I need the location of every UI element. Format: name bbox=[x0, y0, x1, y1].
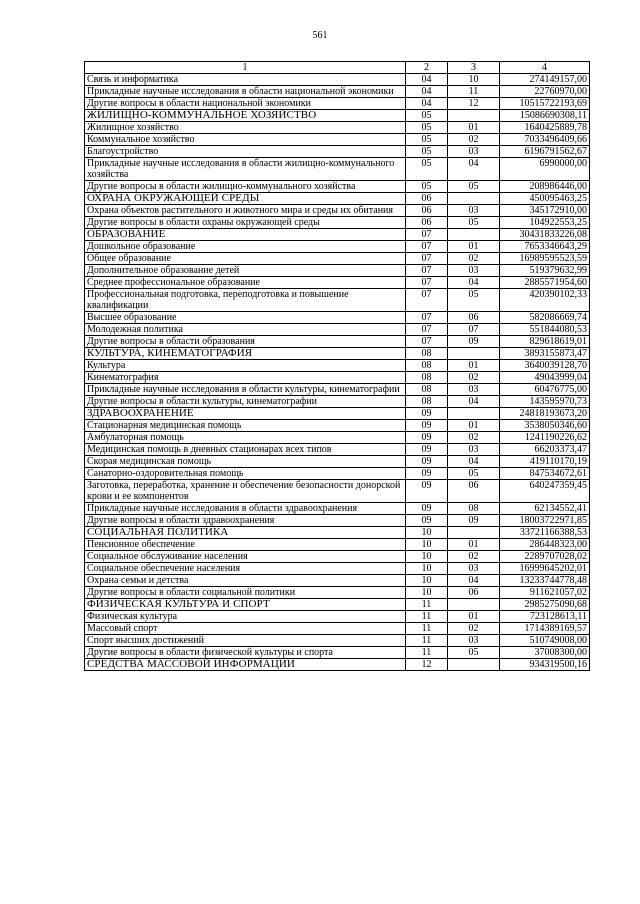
table-row bbox=[85, 74, 590, 86]
table-section-row bbox=[85, 193, 590, 205]
row-amount-cell: 37008300,00 bbox=[500, 647, 590, 659]
row-amount-cell: 2885571954,60 bbox=[500, 277, 590, 289]
table-row bbox=[85, 241, 590, 253]
table-row bbox=[85, 587, 590, 599]
row-section-code-cell: 11 bbox=[406, 611, 448, 623]
row-amount-cell: 60476775,00 bbox=[500, 384, 590, 396]
row-section-code-cell: 07 bbox=[406, 289, 448, 312]
row-section-code-cell: 06 bbox=[406, 217, 448, 229]
row-name-cell: СОЦИАЛЬНАЯ ПОЛИТИКА bbox=[85, 527, 406, 539]
budget-table bbox=[84, 61, 590, 671]
row-subsection-code-cell bbox=[448, 348, 500, 360]
row-amount-cell: 510749008,00 bbox=[500, 635, 590, 647]
row-amount-cell: 551844080,53 bbox=[500, 324, 590, 336]
row-section-code-cell: 08 bbox=[406, 384, 448, 396]
row-name-cell: Дошкольное образование bbox=[85, 241, 406, 253]
row-name-cell: Массовый спорт bbox=[85, 623, 406, 635]
row-section-code-cell: 09 bbox=[406, 420, 448, 432]
row-section-code-cell: 07 bbox=[406, 277, 448, 289]
row-amount-cell: 829618619,01 bbox=[500, 336, 590, 348]
row-section-code-cell: 07 bbox=[406, 265, 448, 277]
row-name-cell: Прикладные научные исследования в области жилищно-коммунального хозяйства bbox=[85, 158, 406, 181]
row-subsection-code-cell: 05 bbox=[448, 181, 500, 193]
table-row bbox=[85, 575, 590, 587]
row-section-code-cell: 07 bbox=[406, 229, 448, 241]
table-header-row bbox=[85, 62, 590, 74]
row-subsection-code-cell: 02 bbox=[448, 551, 500, 563]
row-section-code-cell: 11 bbox=[406, 623, 448, 635]
row-subsection-code-cell: 03 bbox=[448, 384, 500, 396]
row-subsection-code-cell bbox=[448, 527, 500, 539]
row-amount-cell: 22760970,00 bbox=[500, 86, 590, 98]
row-subsection-code-cell: 07 bbox=[448, 324, 500, 336]
row-subsection-code-cell: 03 bbox=[448, 563, 500, 575]
table-row bbox=[85, 372, 590, 384]
row-section-code-cell: 07 bbox=[406, 336, 448, 348]
row-section-code-cell: 08 bbox=[406, 396, 448, 408]
row-section-code-cell: 09 bbox=[406, 480, 448, 503]
row-subsection-code-cell: 06 bbox=[448, 480, 500, 503]
row-name-cell: Коммунальное хозяйство bbox=[85, 134, 406, 146]
table-row bbox=[85, 265, 590, 277]
table-row bbox=[85, 515, 590, 527]
row-name-cell: Другие вопросы в области социальной политики bbox=[85, 587, 406, 599]
row-section-code-cell: 09 bbox=[406, 515, 448, 527]
column-header-subsection: 3 bbox=[448, 62, 500, 74]
table-row bbox=[85, 336, 590, 348]
table-section-row bbox=[85, 229, 590, 241]
row-section-code-cell: 10 bbox=[406, 527, 448, 539]
table-row bbox=[85, 444, 590, 456]
row-section-code-cell: 11 bbox=[406, 635, 448, 647]
row-subsection-code-cell: 01 bbox=[448, 241, 500, 253]
row-subsection-code-cell: 02 bbox=[448, 134, 500, 146]
row-amount-cell: 10515722193,69 bbox=[500, 98, 590, 110]
row-name-cell: ФИЗИЧЕСКАЯ КУЛЬТУРА И СПОРТ bbox=[85, 599, 406, 611]
table-body bbox=[85, 74, 590, 671]
row-amount-cell: 15086690308,11 bbox=[500, 110, 590, 122]
table-row bbox=[85, 468, 590, 480]
row-name-cell: СРЕДСТВА МАССОВОЙ ИНФОРМАЦИИ bbox=[85, 659, 406, 671]
table-row bbox=[85, 480, 590, 503]
table-row bbox=[85, 146, 590, 158]
row-subsection-code-cell: 03 bbox=[448, 205, 500, 217]
column-header-section: 2 bbox=[406, 62, 448, 74]
row-section-code-cell: 11 bbox=[406, 647, 448, 659]
row-section-code-cell: 05 bbox=[406, 158, 448, 181]
row-amount-cell: 911621057,02 bbox=[500, 587, 590, 599]
row-name-cell: Пенсионное обеспечение bbox=[85, 539, 406, 551]
row-amount-cell: 18003722971,85 bbox=[500, 515, 590, 527]
row-amount-cell: 66203373,47 bbox=[500, 444, 590, 456]
row-section-code-cell: 10 bbox=[406, 587, 448, 599]
row-amount-cell: 3893155873,47 bbox=[500, 348, 590, 360]
row-name-cell: Культура bbox=[85, 360, 406, 372]
row-subsection-code-cell: 04 bbox=[448, 158, 500, 181]
row-section-code-cell: 08 bbox=[406, 348, 448, 360]
row-name-cell: Общее образование bbox=[85, 253, 406, 265]
row-name-cell: Социальное обслуживание населения bbox=[85, 551, 406, 563]
row-section-code-cell: 08 bbox=[406, 372, 448, 384]
column-header-name: 1 bbox=[85, 62, 406, 74]
row-amount-cell: 1241190226,62 bbox=[500, 432, 590, 444]
row-amount-cell: 7653346643,29 bbox=[500, 241, 590, 253]
table-section-row bbox=[85, 527, 590, 539]
row-section-code-cell: 07 bbox=[406, 312, 448, 324]
row-section-code-cell: 06 bbox=[406, 205, 448, 217]
row-amount-cell: 582086669,74 bbox=[500, 312, 590, 324]
table-row bbox=[85, 181, 590, 193]
row-amount-cell: 2985275090,68 bbox=[500, 599, 590, 611]
table-row bbox=[85, 205, 590, 217]
row-subsection-code-cell: 04 bbox=[448, 456, 500, 468]
row-name-cell: ЖИЛИЩНО-КОММУНАЛЬНОЕ ХОЗЯЙСТВО bbox=[85, 110, 406, 122]
table-section-row bbox=[85, 348, 590, 360]
row-amount-cell: 143595970,73 bbox=[500, 396, 590, 408]
row-section-code-cell: 05 bbox=[406, 134, 448, 146]
table-row bbox=[85, 503, 590, 515]
row-amount-cell: 16989595523,59 bbox=[500, 253, 590, 265]
row-name-cell: Высшее образование bbox=[85, 312, 406, 324]
row-section-code-cell: 05 bbox=[406, 122, 448, 134]
row-amount-cell: 450095463,25 bbox=[500, 193, 590, 205]
row-name-cell: Профессиональная подготовка, переподготовка и повышение квалификации bbox=[85, 289, 406, 312]
table-row bbox=[85, 623, 590, 635]
row-name-cell: Амбулаторная помощь bbox=[85, 432, 406, 444]
row-section-code-cell: 09 bbox=[406, 456, 448, 468]
row-name-cell: Другие вопросы в области охраны окружающей среды bbox=[85, 217, 406, 229]
table-row bbox=[85, 86, 590, 98]
row-amount-cell: 934319500,16 bbox=[500, 659, 590, 671]
row-amount-cell: 13233744778,48 bbox=[500, 575, 590, 587]
row-section-code-cell: 06 bbox=[406, 193, 448, 205]
row-subsection-code-cell bbox=[448, 193, 500, 205]
row-name-cell: Другие вопросы в области здравоохранения bbox=[85, 515, 406, 527]
page-number: 561 bbox=[312, 30, 328, 41]
table-row bbox=[85, 360, 590, 372]
row-subsection-code-cell: 09 bbox=[448, 336, 500, 348]
row-subsection-code-cell: 03 bbox=[448, 444, 500, 456]
row-name-cell: Физическая культура bbox=[85, 611, 406, 623]
row-section-code-cell: 08 bbox=[406, 360, 448, 372]
row-amount-cell: 286448323,00 bbox=[500, 539, 590, 551]
row-name-cell: Санаторно-оздоровительная помощь bbox=[85, 468, 406, 480]
row-amount-cell: 62134552,41 bbox=[500, 503, 590, 515]
row-name-cell: ОХРАНА ОКРУЖАЮЩЕЙ СРЕДЫ bbox=[85, 193, 406, 205]
row-amount-cell: 33721166388,53 bbox=[500, 527, 590, 539]
row-subsection-code-cell bbox=[448, 408, 500, 420]
row-amount-cell: 3640039128,70 bbox=[500, 360, 590, 372]
row-amount-cell: 274149157,00 bbox=[500, 74, 590, 86]
row-name-cell: Благоустройство bbox=[85, 146, 406, 158]
row-amount-cell: 208986446,00 bbox=[500, 181, 590, 193]
row-section-code-cell: 09 bbox=[406, 432, 448, 444]
table-row bbox=[85, 277, 590, 289]
row-section-code-cell: 04 bbox=[406, 98, 448, 110]
row-subsection-code-cell: 02 bbox=[448, 623, 500, 635]
row-amount-cell: 24818193673,20 bbox=[500, 408, 590, 420]
row-amount-cell: 420390102,33 bbox=[500, 289, 590, 312]
row-amount-cell: 640247359,45 bbox=[500, 480, 590, 503]
table-row bbox=[85, 253, 590, 265]
row-name-cell: Другие вопросы в области национальной экономики bbox=[85, 98, 406, 110]
table-section-row bbox=[85, 659, 590, 671]
row-subsection-code-cell: 03 bbox=[448, 146, 500, 158]
table-row bbox=[85, 563, 590, 575]
row-amount-cell: 49043999,04 bbox=[500, 372, 590, 384]
row-amount-cell: 6990000,00 bbox=[500, 158, 590, 181]
table-row bbox=[85, 384, 590, 396]
row-amount-cell: 1714389169,57 bbox=[500, 623, 590, 635]
row-name-cell: Прикладные научные исследования в области здравоохранения bbox=[85, 503, 406, 515]
table-row bbox=[85, 217, 590, 229]
row-amount-cell: 345172910,00 bbox=[500, 205, 590, 217]
row-name-cell: Прикладные научные исследования в области национальной экономики bbox=[85, 86, 406, 98]
row-subsection-code-cell: 01 bbox=[448, 122, 500, 134]
table-row bbox=[85, 420, 590, 432]
table-row bbox=[85, 312, 590, 324]
row-name-cell: Кинематография bbox=[85, 372, 406, 384]
table-row bbox=[85, 122, 590, 134]
row-amount-cell: 419110170,19 bbox=[500, 456, 590, 468]
row-subsection-code-cell: 05 bbox=[448, 289, 500, 312]
row-subsection-code-cell: 01 bbox=[448, 611, 500, 623]
table-row bbox=[85, 635, 590, 647]
table-row bbox=[85, 647, 590, 659]
row-subsection-code-cell: 01 bbox=[448, 420, 500, 432]
row-amount-cell: 2289707028,02 bbox=[500, 551, 590, 563]
table-row bbox=[85, 158, 590, 181]
row-section-code-cell: 07 bbox=[406, 324, 448, 336]
row-amount-cell: 519379632,99 bbox=[500, 265, 590, 277]
row-amount-cell: 16999645202,01 bbox=[500, 563, 590, 575]
row-amount-cell: 7033496409,66 bbox=[500, 134, 590, 146]
row-amount-cell: 30431833226,08 bbox=[500, 229, 590, 241]
table-row bbox=[85, 324, 590, 336]
row-name-cell: Заготовка, переработка, хранение и обеспечение безопасности донорской крови и ее компонентов bbox=[85, 480, 406, 503]
table-section-row bbox=[85, 408, 590, 420]
row-name-cell: Социальное обеспечение населения bbox=[85, 563, 406, 575]
row-subsection-code-cell: 02 bbox=[448, 372, 500, 384]
row-section-code-cell: 11 bbox=[406, 599, 448, 611]
row-subsection-code-cell: 06 bbox=[448, 587, 500, 599]
row-subsection-code-cell: 04 bbox=[448, 277, 500, 289]
row-section-code-cell: 05 bbox=[406, 181, 448, 193]
row-name-cell: Другие вопросы в области физической культуры и спорта bbox=[85, 647, 406, 659]
row-section-code-cell: 09 bbox=[406, 468, 448, 480]
row-section-code-cell: 09 bbox=[406, 408, 448, 420]
row-name-cell: Другие вопросы в области образования bbox=[85, 336, 406, 348]
row-name-cell: Дополнительное образование детей bbox=[85, 265, 406, 277]
row-subsection-code-cell: 05 bbox=[448, 217, 500, 229]
row-amount-cell: 104922553,25 bbox=[500, 217, 590, 229]
row-section-code-cell: 10 bbox=[406, 575, 448, 587]
row-amount-cell: 3538050346,60 bbox=[500, 420, 590, 432]
table-row bbox=[85, 289, 590, 312]
table-row bbox=[85, 456, 590, 468]
row-name-cell: Медицинская помощь в дневных стационарах всех типов bbox=[85, 444, 406, 456]
row-section-code-cell: 10 bbox=[406, 563, 448, 575]
row-amount-cell: 6196791562,67 bbox=[500, 146, 590, 158]
table-row bbox=[85, 396, 590, 408]
table-row bbox=[85, 134, 590, 146]
row-subsection-code-cell: 05 bbox=[448, 647, 500, 659]
table-row bbox=[85, 611, 590, 623]
row-name-cell: Скорая медицинская помощь bbox=[85, 456, 406, 468]
row-subsection-code-cell: 06 bbox=[448, 312, 500, 324]
row-name-cell: ОБРАЗОВАНИЕ bbox=[85, 229, 406, 241]
row-subsection-code-cell: 12 bbox=[448, 98, 500, 110]
row-subsection-code-cell bbox=[448, 599, 500, 611]
row-subsection-code-cell: 03 bbox=[448, 265, 500, 277]
row-section-code-cell: 10 bbox=[406, 551, 448, 563]
row-subsection-code-cell: 05 bbox=[448, 468, 500, 480]
table-row bbox=[85, 539, 590, 551]
table-row bbox=[85, 551, 590, 563]
row-name-cell: Жилищное хозяйство bbox=[85, 122, 406, 134]
row-section-code-cell: 09 bbox=[406, 444, 448, 456]
row-section-code-cell: 04 bbox=[406, 86, 448, 98]
table-section-row bbox=[85, 110, 590, 122]
row-section-code-cell: 04 bbox=[406, 74, 448, 86]
row-subsection-code-cell bbox=[448, 110, 500, 122]
row-name-cell: Среднее профессиональное образование bbox=[85, 277, 406, 289]
row-subsection-code-cell: 04 bbox=[448, 575, 500, 587]
row-section-code-cell: 07 bbox=[406, 253, 448, 265]
row-section-code-cell: 09 bbox=[406, 503, 448, 515]
column-header-amount: 4 bbox=[500, 62, 590, 74]
row-name-cell: ЗДРАВООХРАНЕНИЕ bbox=[85, 408, 406, 420]
row-subsection-code-cell: 02 bbox=[448, 253, 500, 265]
table-row bbox=[85, 432, 590, 444]
row-subsection-code-cell: 09 bbox=[448, 515, 500, 527]
row-subsection-code-cell: 02 bbox=[448, 432, 500, 444]
table-row bbox=[85, 98, 590, 110]
row-subsection-code-cell: 10 bbox=[448, 74, 500, 86]
row-section-code-cell: 05 bbox=[406, 146, 448, 158]
row-subsection-code-cell: 03 bbox=[448, 635, 500, 647]
row-name-cell: Прикладные научные исследования в области культуры, кинематографии bbox=[85, 384, 406, 396]
row-section-code-cell: 07 bbox=[406, 241, 448, 253]
row-subsection-code-cell: 04 bbox=[448, 396, 500, 408]
row-subsection-code-cell bbox=[448, 659, 500, 671]
row-name-cell: КУЛЬТУРА, КИНЕМАТОГРАФИЯ bbox=[85, 348, 406, 360]
row-name-cell: Другие вопросы в области культуры, кинематографии bbox=[85, 396, 406, 408]
row-section-code-cell: 10 bbox=[406, 539, 448, 551]
row-subsection-code-cell: 01 bbox=[448, 360, 500, 372]
row-subsection-code-cell: 11 bbox=[448, 86, 500, 98]
row-name-cell: Спорт высших достижений bbox=[85, 635, 406, 647]
row-name-cell: Стационарная медицинская помощь bbox=[85, 420, 406, 432]
row-amount-cell: 1640425889,78 bbox=[500, 122, 590, 134]
table-section-row bbox=[85, 599, 590, 611]
row-section-code-cell: 05 bbox=[406, 110, 448, 122]
row-section-code-cell: 12 bbox=[406, 659, 448, 671]
row-subsection-code-cell bbox=[448, 229, 500, 241]
row-name-cell: Охрана объектов растительного и животного мира и среды их обитания bbox=[85, 205, 406, 217]
row-amount-cell: 723128613,11 bbox=[500, 611, 590, 623]
row-name-cell: Молодежная политика bbox=[85, 324, 406, 336]
row-subsection-code-cell: 08 bbox=[448, 503, 500, 515]
row-name-cell: Охрана семьи и детства bbox=[85, 575, 406, 587]
row-name-cell: Связь и информатика bbox=[85, 74, 406, 86]
row-subsection-code-cell: 01 bbox=[448, 539, 500, 551]
row-name-cell: Другие вопросы в области жилищно-коммунального хозяйства bbox=[85, 181, 406, 193]
row-amount-cell: 847534672,61 bbox=[500, 468, 590, 480]
